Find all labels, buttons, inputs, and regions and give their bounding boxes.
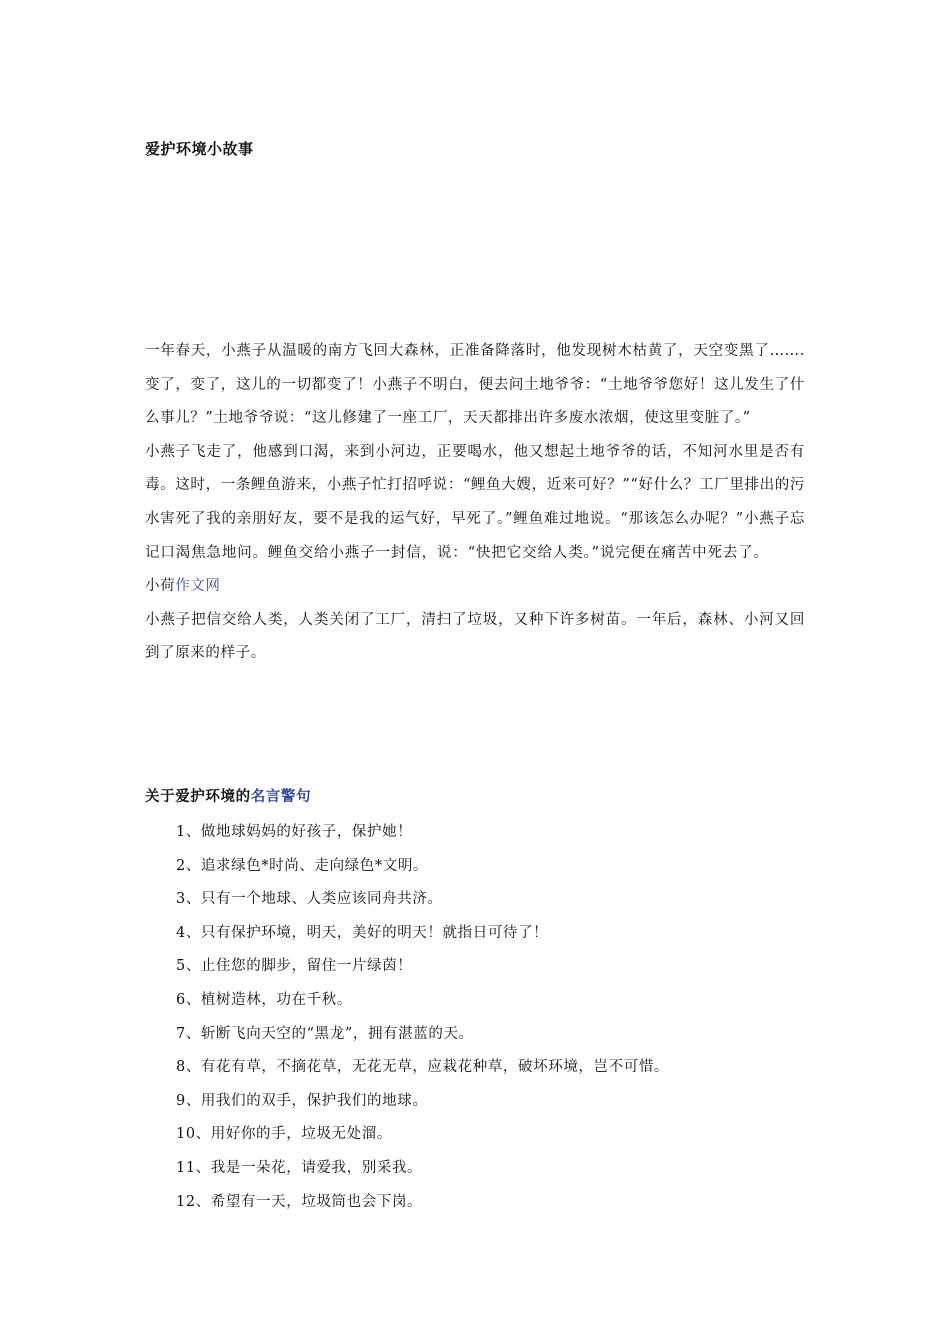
story-paragraph-2	[145, 436, 805, 604]
story-paragraph-1: 一年春天，小燕子从温暖的南方飞回大森林，正准备降落时，他发现树木枯黄了，天空变黑了…….变了，变了，这儿的一切都变了！小燕子不明白，便去问土地爷爷：“土地爷爷您好！这儿发生了什么事儿？”土地爷爷说：“这儿修建了一座工厂，天天都排出许多废水浓烟，使这里变脏了。”	[145, 343, 805, 427]
quote-item: 1、做地球妈妈的好孩子，保护她！	[176, 824, 413, 840]
quote-item: 6、植树造林，功在千秋。	[176, 991, 352, 1008]
quotes-heading	[145, 785, 311, 806]
quote-item: 4、只有保护环境，明天，美好的明天！就指日可待了！	[176, 924, 549, 941]
story-body	[145, 335, 805, 671]
story-paragraph-2-text: 小燕子飞走了，他感到口渴，来到小河边，正要喝水，他又想起土地爷爷的话，不知河水里是否有毒。这时，一条鲤鱼游来，小燕子忙打招呼说：“鲤鱼大嫂，近来可好？”“好什么？工厂里排出的污水害死了我的亲朋好友，要不是我的运气好，早死了。”鲤鱼难过地说。“那该怎么办呢？”小燕子忘记口渴焦急地问。鲤鱼交给小燕子一封信，说：“快把它交给人类。”说完便在痛苦中死去了。	[145, 443, 805, 561]
story-paragraph-3: 小燕子把信交给人类，人类关闭了工厂，清扫了垃圾，又种下许多树苗。一年后，森林、小河又回到了原来的样子。	[145, 611, 805, 662]
quote-item: 10、用好你的手，垃圾无处溜。	[176, 1126, 392, 1143]
quote-item: 7、斩断飞向天空的“黑龙”，拥有湛蓝的天。	[176, 1025, 474, 1042]
quote-item: 2、追求绿色*时尚、走向绿色*文明。	[176, 857, 429, 874]
quote-item: 5、止住您的脚步，留住一片绿茵！	[176, 958, 413, 975]
source-prefix: 小荷	[145, 578, 176, 595]
document-title: 爱护环境小故事	[145, 140, 254, 158]
quote-item: 8、有花有草，不摘花草，无花无草，应栽花种草，破坏环境，岂不可惜。	[176, 1059, 670, 1076]
quotes-list	[176, 816, 669, 1219]
source-link[interactable]: 作文网	[175, 578, 221, 595]
quotes-heading-link[interactable]: 名言警句	[250, 788, 312, 805]
quotes-heading-prefix: 关于爱护环境的	[145, 788, 251, 805]
quote-item: 12、希望有一天，垃圾筒也会下岗。	[176, 1193, 423, 1210]
quote-item: 9、用我们的双手，保护我们的地球。	[176, 1092, 428, 1109]
quote-item: 3、只有一个地球、人类应该同舟共济。	[176, 891, 443, 908]
quote-item: 11、我是一朵花，请爱我，别采我。	[176, 1159, 423, 1176]
